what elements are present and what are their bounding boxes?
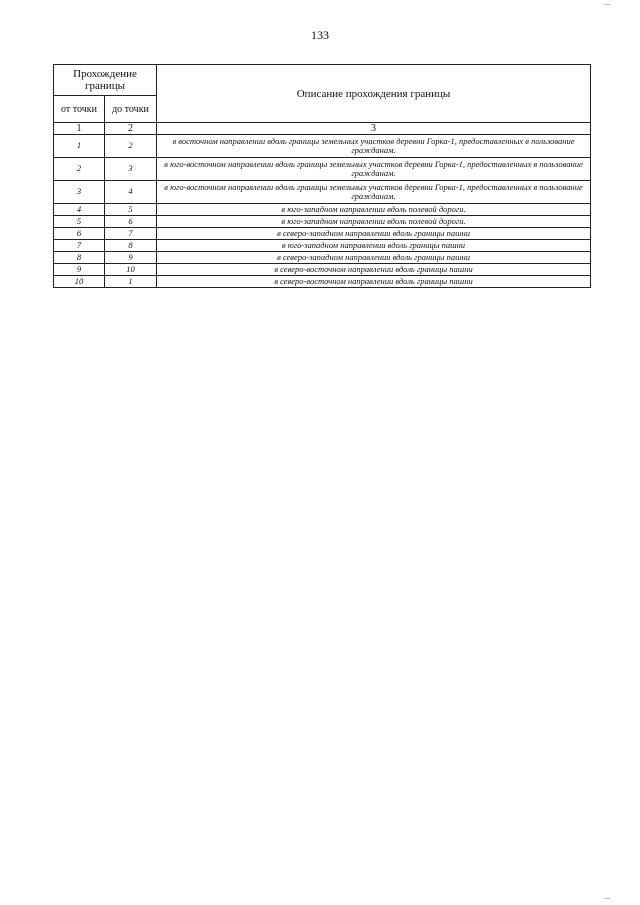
to-point-cell: 5 bbox=[105, 204, 157, 216]
page-number: 133 bbox=[311, 28, 329, 42]
header-from-point: от точки bbox=[54, 96, 105, 123]
table-row bbox=[54, 240, 591, 252]
scan-corner-mark bbox=[604, 4, 610, 5]
from-point-cell: 4 bbox=[54, 204, 105, 216]
table-row bbox=[54, 204, 591, 216]
description-cell: в юго-западном направлении вдоль границы пашни bbox=[157, 240, 591, 252]
description-cell: в юго-восточном направлении вдоль границы земельных участков деревни Горка-1, предоставленных в пользование гражданам. bbox=[157, 181, 591, 204]
to-point-cell: 9 bbox=[105, 252, 157, 264]
table-row bbox=[54, 158, 591, 181]
from-point-cell: 6 bbox=[54, 228, 105, 240]
to-point-cell: 2 bbox=[105, 135, 157, 158]
from-point-cell: 7 bbox=[54, 240, 105, 252]
to-point-cell: 8 bbox=[105, 240, 157, 252]
description-cell: в юго-восточном направлении вдоль границы земельных участков деревни Горка-1, предоставленных в пользование гражданам. bbox=[157, 158, 591, 181]
boundary-table bbox=[53, 64, 591, 288]
to-point-cell: 10 bbox=[105, 264, 157, 276]
description-cell: в северо-восточном направлении вдоль границы пашни bbox=[157, 264, 591, 276]
scan-corner-mark bbox=[604, 898, 610, 899]
from-point-cell: 5 bbox=[54, 216, 105, 228]
header-description: Описание прохождения границы bbox=[157, 65, 591, 123]
table-row bbox=[54, 228, 591, 240]
from-point-cell: 10 bbox=[54, 276, 105, 288]
column-number: 3 bbox=[157, 123, 591, 135]
from-point-cell: 8 bbox=[54, 252, 105, 264]
to-point-cell: 7 bbox=[105, 228, 157, 240]
description-cell: в северо-западном направлении вдоль границы пашни bbox=[157, 252, 591, 264]
table-row bbox=[54, 276, 591, 288]
from-point-cell: 2 bbox=[54, 158, 105, 181]
to-point-cell: 6 bbox=[105, 216, 157, 228]
header-boundary-passage: Прохождение границы bbox=[54, 65, 157, 96]
header-to-point: до точки bbox=[105, 96, 157, 123]
table-row bbox=[54, 135, 591, 158]
description-cell: в северо-восточном направлении вдоль границы пашни bbox=[157, 276, 591, 288]
from-point-cell: 1 bbox=[54, 135, 105, 158]
table-row bbox=[54, 264, 591, 276]
from-point-cell: 9 bbox=[54, 264, 105, 276]
from-point-cell: 3 bbox=[54, 181, 105, 204]
description-cell: в юго-западном направлении вдоль полевой дороги. bbox=[157, 216, 591, 228]
table-row bbox=[54, 181, 591, 204]
description-cell: в северо-западном направлении вдоль границы пашни bbox=[157, 228, 591, 240]
column-number: 1 bbox=[54, 123, 105, 135]
column-number: 2 bbox=[105, 123, 157, 135]
table-row bbox=[54, 252, 591, 264]
to-point-cell: 4 bbox=[105, 181, 157, 204]
table-row bbox=[54, 216, 591, 228]
to-point-cell: 1 bbox=[105, 276, 157, 288]
column-number-row bbox=[54, 123, 591, 135]
to-point-cell: 3 bbox=[105, 158, 157, 181]
description-cell: в юго-западном направлении вдоль полевой дороги. bbox=[157, 204, 591, 216]
description-cell: в восточном направлении вдоль границы земельных участков деревни Горка-1, предоставленных в пользование гражданам. bbox=[157, 135, 591, 158]
